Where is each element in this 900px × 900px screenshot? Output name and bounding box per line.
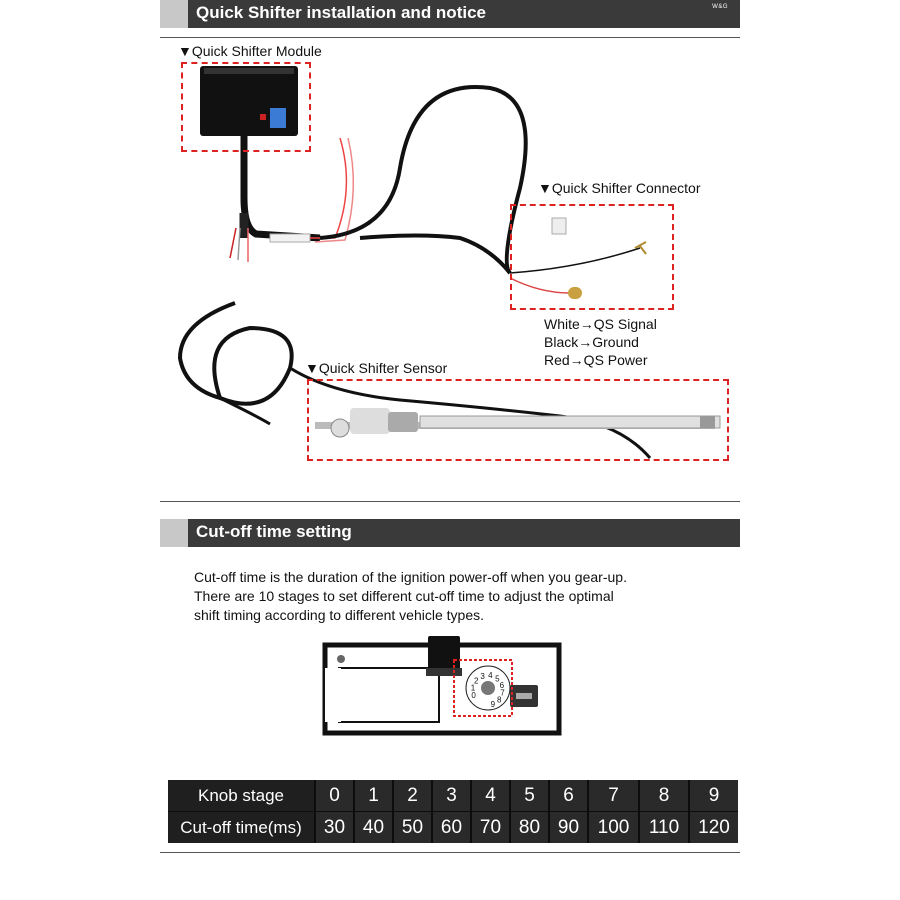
stage-cell: 9 (690, 780, 738, 811)
dial-digit: 6 (499, 680, 505, 690)
stage-cell: 6 (550, 780, 589, 811)
header-tab-accent (160, 0, 188, 28)
row-header-stage: Knob stage (168, 780, 316, 811)
time-cell: 80 (511, 812, 550, 843)
dial-digit: 1 (470, 683, 476, 693)
stage-cell: 3 (433, 780, 472, 811)
header-tab-accent (160, 519, 188, 547)
time-cell: 120 (690, 812, 738, 843)
stage-cell: 5 (511, 780, 550, 811)
wiring-note-white: White→QS Signal (544, 316, 657, 332)
module-highlight-box (181, 62, 311, 152)
cutoff-description (194, 568, 714, 625)
table-row-time (168, 812, 738, 843)
section-header-installation (160, 0, 740, 28)
time-cell: 100 (589, 812, 640, 843)
dial-digit: 9 (490, 700, 496, 710)
stage-cell: 1 (355, 780, 394, 811)
sensor-highlight-box (307, 379, 729, 461)
time-cell: 30 (316, 812, 355, 843)
module-knob-diagram (322, 632, 562, 738)
wiring-note-black: Black→Ground (544, 334, 639, 350)
description-line: Cut-off time is the duration of the ignition power-off when you gear-up. (194, 569, 627, 585)
stage-cell: 7 (589, 780, 640, 811)
sensor-label: ▼Quick Shifter Sensor (305, 360, 448, 376)
module-label: ▼Quick Shifter Module (178, 43, 322, 59)
stage-cell: 4 (472, 780, 511, 811)
table-row-stage (168, 780, 738, 811)
dial-digit: 5 (495, 674, 500, 684)
connector-label: ▼Quick Shifter Connector (538, 180, 701, 196)
wiring-note-red: Red→QS Power (544, 352, 648, 368)
dial-digit: 8 (497, 695, 502, 705)
stage-cell: 0 (316, 780, 355, 811)
brand-logo: W&G (712, 4, 728, 10)
time-cell: 110 (640, 812, 690, 843)
description-line: shift timing according to different vehicle types. (194, 607, 485, 623)
dial-digit: 3 (480, 671, 485, 681)
time-cell: 70 (472, 812, 511, 843)
time-cell: 40 (355, 812, 394, 843)
time-cell: 50 (394, 812, 433, 843)
time-cell: 60 (433, 812, 472, 843)
section-title: Cut-off time setting (196, 522, 352, 541)
cutoff-table (168, 780, 738, 843)
description-line: There are 10 stages to set different cut-off time to adjust the optimal (194, 588, 614, 604)
time-cell: 90 (550, 812, 589, 843)
section-header-cutoff (160, 519, 740, 547)
stage-cell: 8 (640, 780, 690, 811)
stage-cell: 2 (394, 780, 433, 811)
dial-digit: 2 (474, 676, 479, 686)
connector-highlight-box (510, 204, 674, 310)
dial-digit: 7 (500, 688, 505, 698)
bottom-divider (160, 852, 740, 853)
dial-digit: 4 (488, 671, 493, 681)
row-header-time: Cut-off time(ms) (168, 812, 316, 843)
dial-digit: 0 (471, 691, 476, 701)
section-title: Quick Shifter installation and notice (196, 3, 486, 22)
